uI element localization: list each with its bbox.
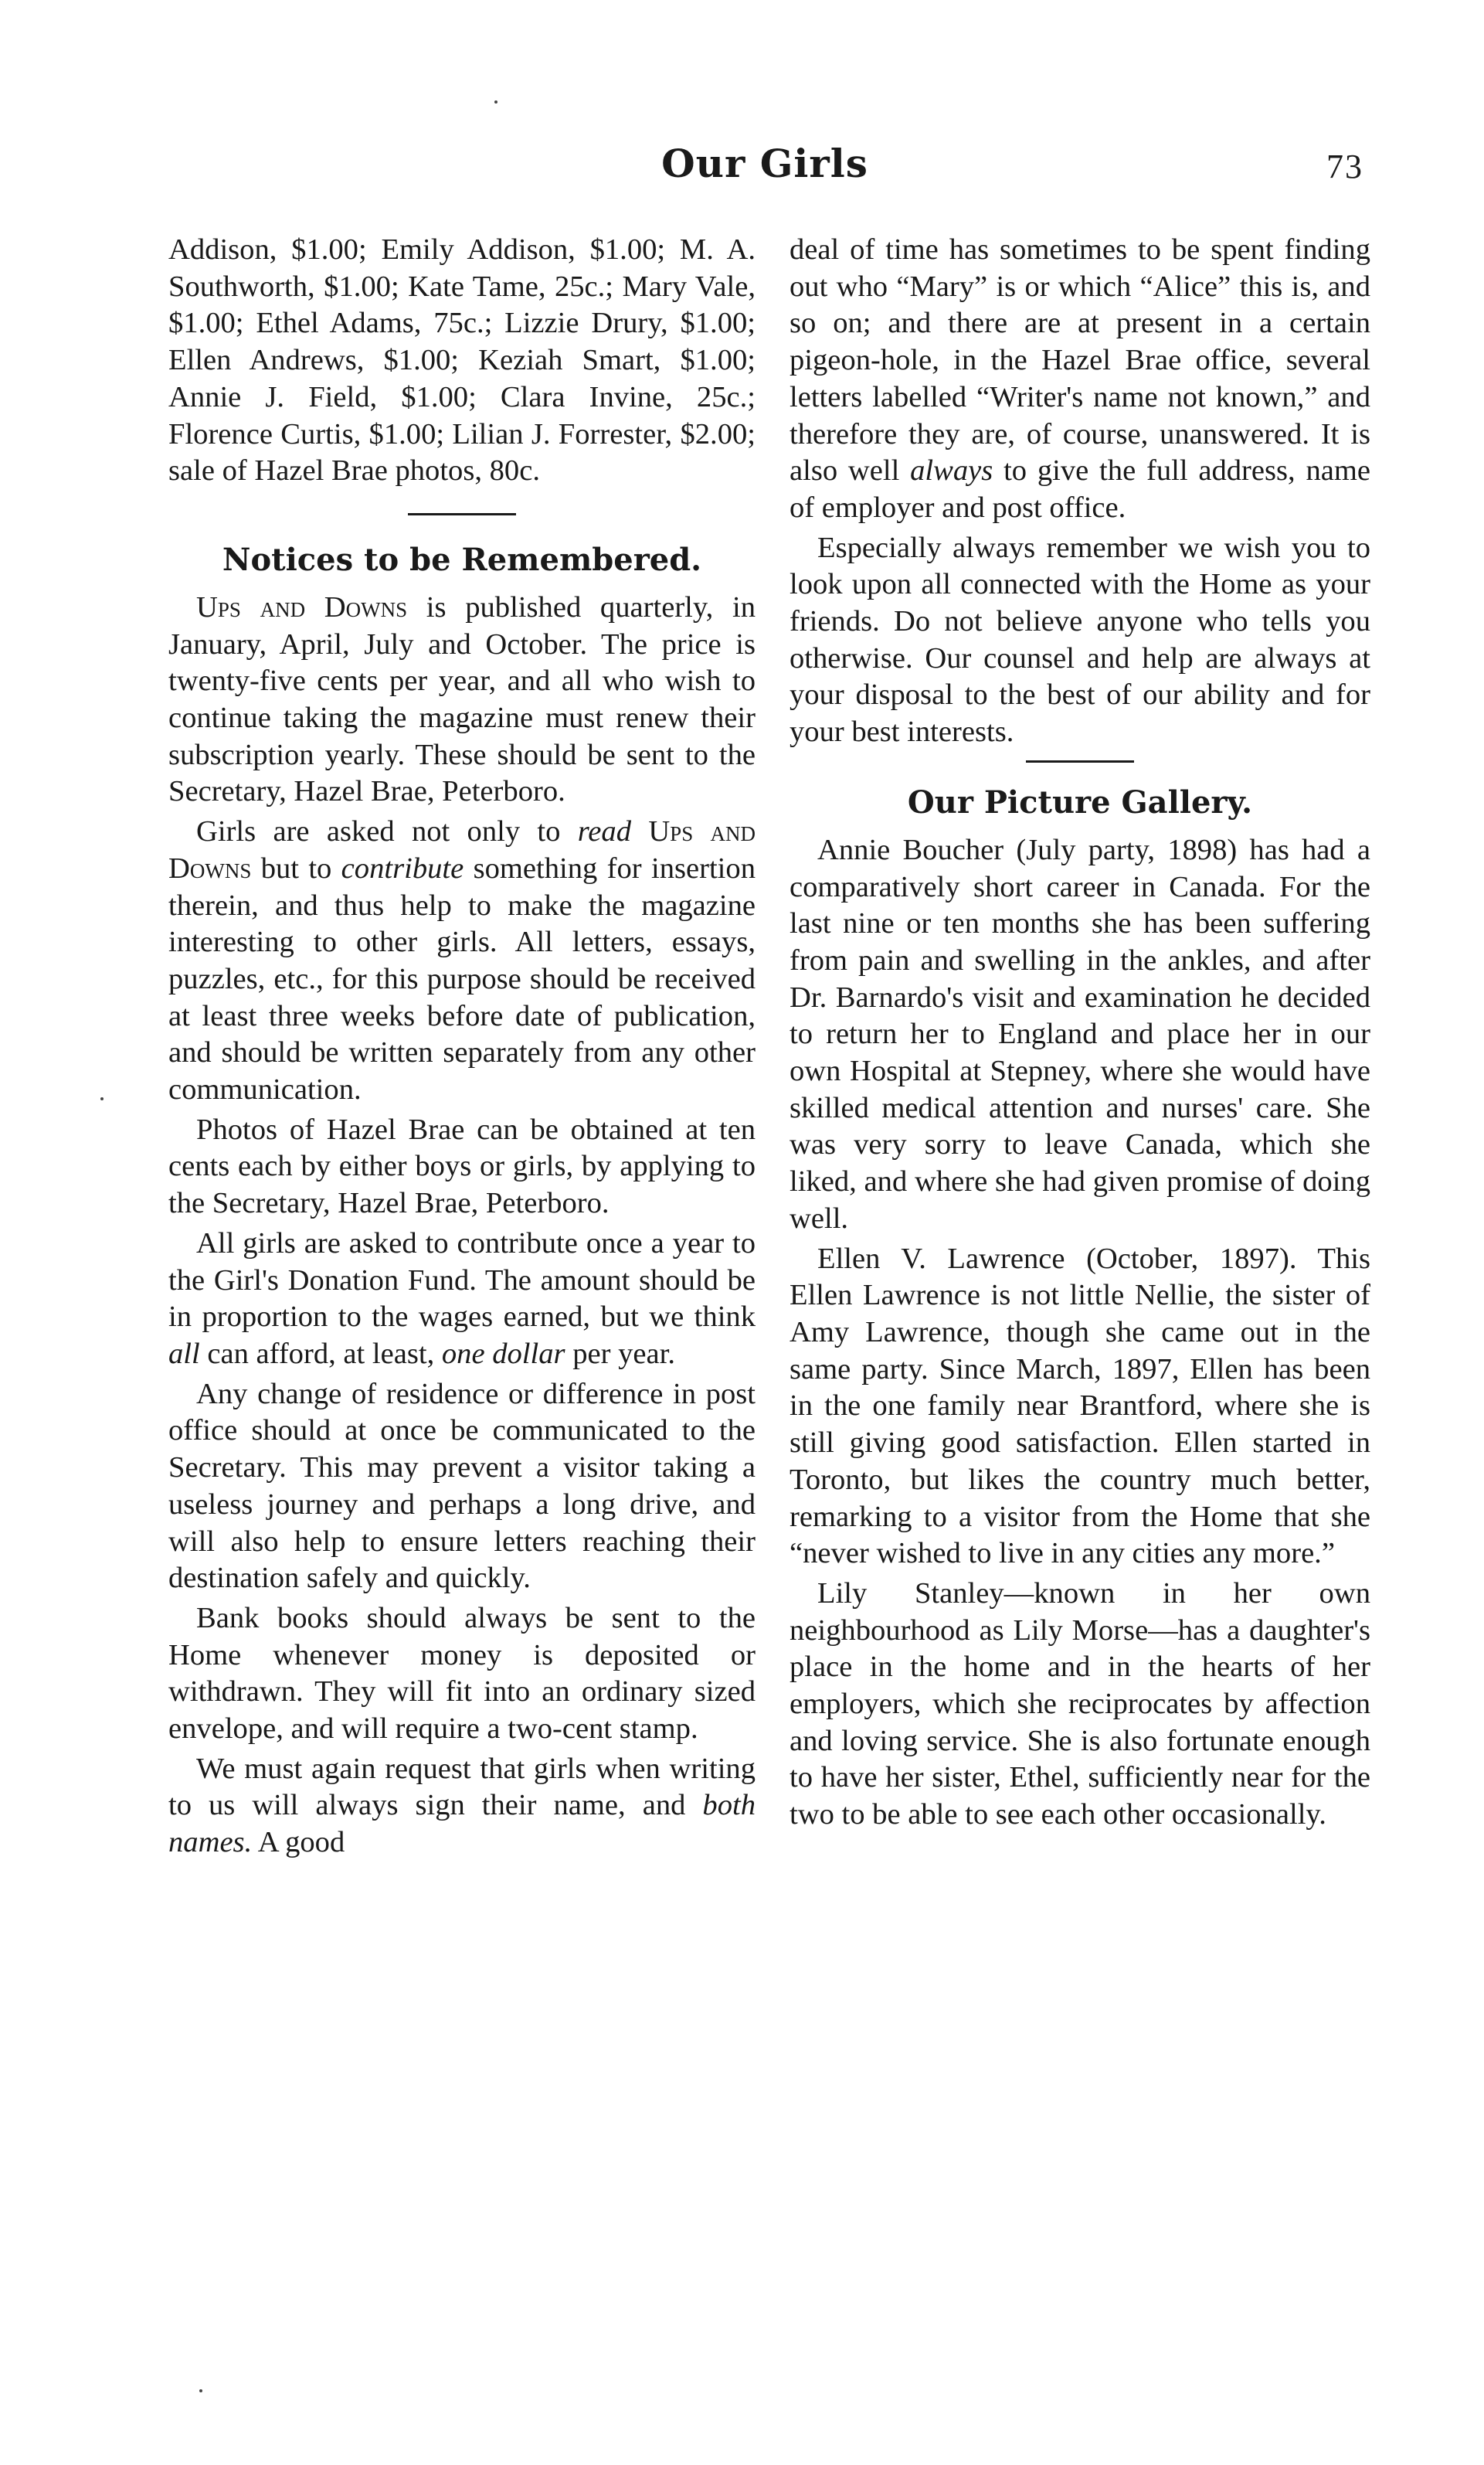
magazine-name: Ups and Downs (196, 590, 408, 624)
emphasis-text: contribute (341, 852, 464, 885)
notice-text: something for insertion therein, and thus help to make the magazine interesting to other girls. All letters, essays, puzzles, etc., for this purpose should be received at least three weeks before date of publication, and should be written separately from any other communication. (168, 852, 756, 1107)
notice-text (631, 815, 648, 848)
emphasis-text: always (910, 454, 993, 488)
print-speck (100, 1097, 104, 1100)
running-title: Our Girls (661, 141, 868, 186)
magazine-name: Ups and Downs (168, 815, 756, 885)
notice-paragraph: Bank books should always be sent to the Home whenever money is deposited or withdrawn. They will fit into an ordinary sized envelope, and will require a two-cent stamp. (168, 1601, 756, 1746)
notice-paragraph (790, 232, 1370, 527)
notice-text: to give the full address, name of employer and post office. (790, 454, 1370, 524)
notice-text: per year. (565, 1337, 675, 1370)
notice-text: but to (251, 852, 341, 885)
notice-text: A good (252, 1826, 345, 1859)
notice-paragraph: Especially always remember we wish you to look upon all connected with the Home as your friends. Do not believe anyone who tells you otherwise. Our counsel and help are always at your disposal to the best of our ability and for your best interests. (790, 531, 1370, 749)
right-column (790, 232, 1370, 1834)
notices-heading: Notices to be Remembered. (222, 541, 702, 578)
print-speck (199, 2389, 202, 2392)
left-column (168, 232, 756, 1862)
notice-paragraph (168, 1226, 756, 1373)
notice-text: is published quarterly, in January, April, July and October. The price is twenty-five cents per year, and all who wish to continue taking the magazine must renew their subscription yearly. These should be sent to the Secretary, Hazel Brae, Peterboro. (168, 590, 756, 808)
notice-paragraph (168, 590, 756, 811)
notice-paragraph: Photos of Hazel Brae can be obtained at ten cents each by either boys or girls, by applying to the Secretary, Hazel Brae, Peterboro. (168, 1113, 756, 1220)
notice-text: Girls are asked not only to (196, 815, 578, 848)
gallery-paragraph: Annie Boucher (July party, 1898) has had a comparatively short career in Canada. For the last nine or ten months she has been suffering from pain and swelling in the ankles, and after Dr. Barnardo's visit and examination he decided to return her to England and place her in our own Hospital at Stepney, where she would have skilled medical attention and nurses' care. She was very sorry to leave Canada, which she liked, and where she had given promise of doing well. (790, 833, 1370, 1235)
notice-text: deal of time has sometimes to be spent finding out who “Mary” is or which “Alice” this is, and so on; and there are at present in a certain pigeon-hole, in the Hazel Brae office, several letters labelled “Writer's name not known,” and therefore they are, of course, unanswered. It is also well (790, 233, 1370, 488)
emphasis-text: one dollar (441, 1337, 565, 1370)
print-speck (494, 100, 497, 104)
emphasis-text: both names. (168, 1789, 756, 1859)
page-header (166, 141, 1363, 210)
emphasis-text: all (168, 1337, 200, 1370)
gallery-heading: Our Picture Gallery. (907, 784, 1253, 821)
section-divider (408, 513, 516, 515)
notice-paragraph: Any change of residence or difference in post office should at once be communicated to the Secretary. This may prevent a visitor taking a useless journey and perhaps a long drive, and will also help to ensure letters reaching their destination safely and quickly. (168, 1377, 756, 1595)
gallery-paragraph: Lily Stanley—known in her own neighbourhood as Lily Morse—has a daughter's place in the home and in the hearts of her employers, which she reciprocates by affection and loving service. She is also fortunate enough to have her sister, Ethel, sufficiently near for the two to be able to see each other occasionally. (790, 1576, 1370, 1831)
donations-list: Addison, $1.00; Emily Addison, $1.00; M. A. Southworth, $1.00; Kate Tame, 25c.; Mary Vale, $1.00; Ethel Adams, 75c.; Lizzie Drury, $1.00; Ellen Andrews, $1.00; Keziah Smart, $1.00; Annie J. Field, $1.00; Clara Invine, 25c.; Florence Curtis, $1.00; Lilian J. Forrester, $2.00; sale of Hazel Brae photos, 80c. (168, 233, 756, 488)
notice-paragraph (168, 1751, 756, 1862)
page-number: 73 (1326, 148, 1363, 185)
notice-text: All girls are asked to contribute once a year to the Girl's Donation Fund. The amount should be in proportion to the wages earned, but we think (168, 1226, 756, 1334)
gallery-paragraph: Ellen V. Lawrence (October, 1897). This Ellen Lawrence is not little Nellie, the sister of Amy Lawrence, though she came out in the same party. Since March, 1897, Ellen has been in the one family near Brantford, where she is still giving good satisfaction. Ellen started in Toronto, but likes the country much better, remarking to a visitor from the Home that she “never wished to live in any cities any more.” (790, 1242, 1370, 1570)
notice-text: We must again request that girls when writing to us will always sign their name, and (168, 1752, 756, 1822)
notice-text: can afford, at least, (199, 1337, 442, 1370)
notice-paragraph (168, 814, 756, 1109)
section-divider (1026, 760, 1134, 763)
emphasis-text: read (577, 815, 632, 848)
